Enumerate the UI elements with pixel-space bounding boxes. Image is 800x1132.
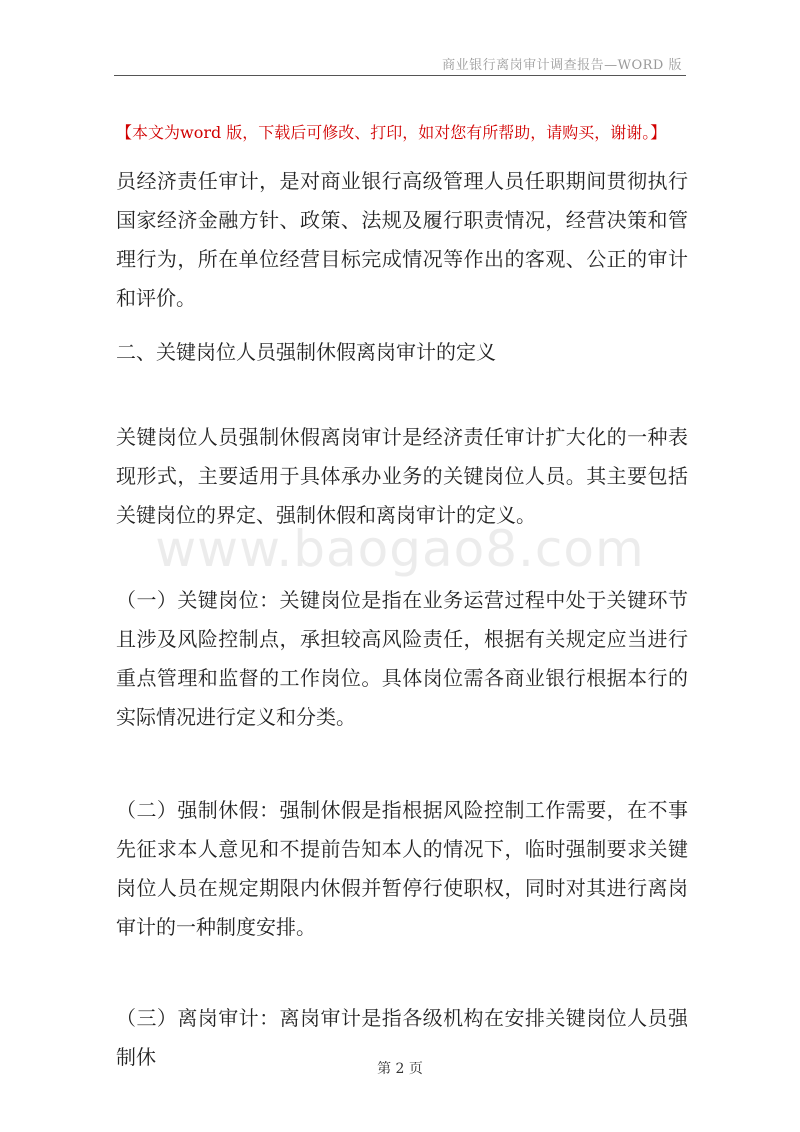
paragraph-departure-audit: （三）离岗审计：离岗审计是指各级机构在安排关键岗位人员强制休 <box>116 1006 688 1069</box>
download-notice: 【本文为word 版，下载后可修改、打印，如对您有所帮助，请购买，谢谢。】 <box>116 123 667 142</box>
header-divider <box>114 75 686 76</box>
paragraph-definition: 关键岗位人员强制休假离岗审计是经济责任审计扩大化的一种表现形式，主要适用于具体承办业务的关键岗位人员。其主要包括关键岗位的界定、强制休假和离岗审计的定义。 <box>116 425 688 527</box>
page-number: 第 2 页 <box>377 1061 423 1077</box>
watermark-text: www.baogao8.com <box>155 520 645 578</box>
running-header: 商业银行离岗审计调查报告—WORD 版 <box>442 58 682 73</box>
paragraph-key-positions: （一）关键岗位：关键岗位是指在业务运营过程中处于关键环节且涉及风险控制点，承担较高风险责任，根据有关规定应当进行重点管理和监督的工作岗位。具体岗位需各商业银行根据本行的实际情况进行定义和分类。 <box>116 588 688 729</box>
paragraph-intro-continued: 员经济责任审计，是对商业银行高级管理人员任职期间贯彻执行国家经济金融方针、政策、法规及履行职责情况，经营决策和管理行为，所在单位经营目标完成情况等作出的客观、公正的审计和评价。 <box>116 169 688 310</box>
section-heading-2: 二、关键岗位人员强制休假离岗审计的定义 <box>116 340 496 364</box>
paragraph-forced-leave: （二）强制休假：强制休假是指根据风险控制工作需要，在不事先征求本人意见和不提前告知本人的情况下，临时强制要求关键岗位人员在规定期限内休假并暂停行使职权，同时对其进行离岗审计的一种制度安排。 <box>116 798 688 939</box>
